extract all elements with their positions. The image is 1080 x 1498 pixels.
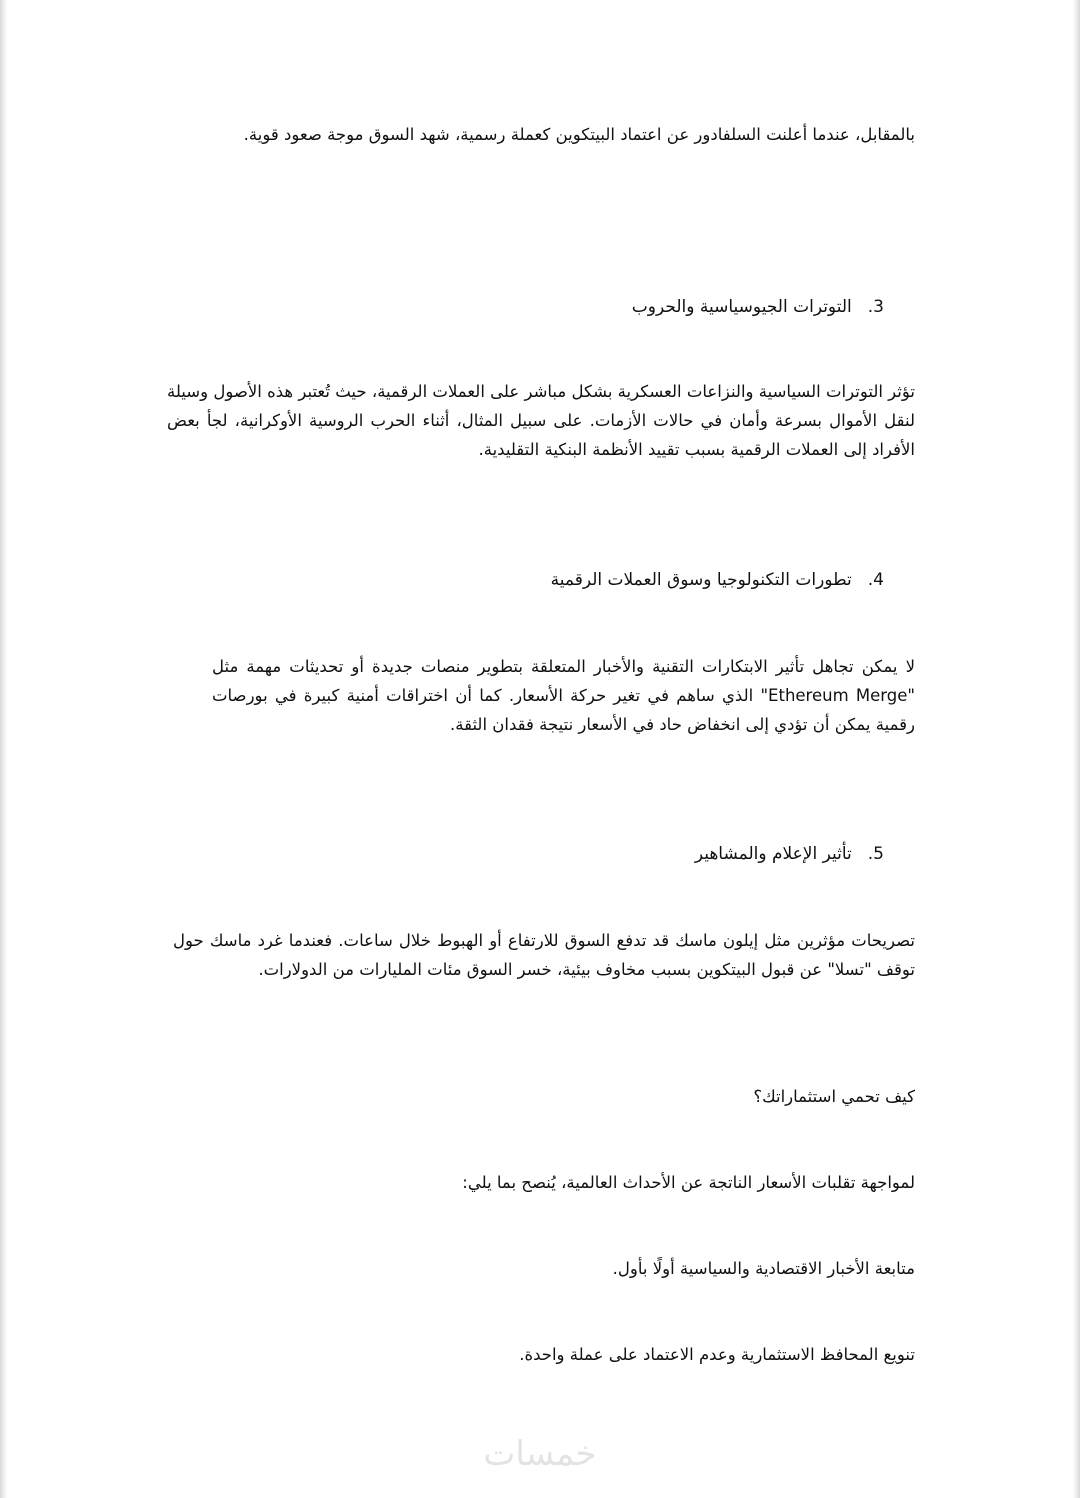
protect-intro: لمواجهة تقلبات الأسعار الناتجة عن الأحداث العالمية، يُنصح بما يلي: xyxy=(462,1173,915,1192)
section-3-heading xyxy=(284,293,884,322)
section-4-number: 4. xyxy=(867,570,884,590)
section-5-heading xyxy=(284,840,884,869)
intro-line: بالمقابل، عندما أعلنت السلفادور عن اعتماد البيتكوين كعملة رسمية، شهد السوق موجة صعود قوية. xyxy=(243,125,915,144)
khamsat-watermark: خمسات xyxy=(483,1434,597,1474)
section-4-paragraph: لا يمكن تجاهل تأثير الابتكارات التقنية والأخبار المتعلقة بتطوير منصات جديدة أو تحديثات مهمة مثل "Ethereum Merge" الذي ساهم في تغير حركة الأسعار. كما أن اختراقات أمنية كبيرة في بورصات رقمية يمكن أن تؤدي إلى انخفاض حاد في الأسعار نتيجة فقدان الثقة. xyxy=(212,657,916,734)
section-3-title: التوترات الجيوسياسية والحروب xyxy=(631,297,852,317)
protect-heading: كيف تحمي استثماراتك؟ xyxy=(753,1087,915,1106)
tip-1: متابعة الأخبار الاقتصادية والسياسية أولًا بأول. xyxy=(612,1259,915,1278)
section-5-number: 5. xyxy=(867,844,884,864)
section-3-paragraph: تؤثر التوترات السياسية والنزاعات العسكرية بشكل مباشر على العملات الرقمية، حيث تُعتبر هذه الأصول وسيلة لنقل الأموال بسرعة وأمان في حالات الأزمات. على سبيل المثال، أثناء الحرب الروسية الأوكرانية، لجأ بعض الأفراد إلى العملات الرقمية بسبب تقييد الأنظمة البنكية التقليدية. xyxy=(167,382,915,459)
section-4-heading xyxy=(284,566,884,595)
tip-2: تنويع المحافظ الاستثمارية وعدم الاعتماد على عملة واحدة. xyxy=(519,1345,915,1364)
section-4-title: تطورات التكنولوجيا وسوق العملات الرقمية xyxy=(550,570,852,590)
section-5-title: تأثير الإعلام والمشاهير xyxy=(694,844,852,864)
section-3-number: 3. xyxy=(867,297,884,317)
section-5-paragraph: تصريحات مؤثرين مثل إيلون ماسك قد تدفع السوق للارتفاع أو الهبوط خلال ساعات. فعندما غرد ماسك حول توقف "تسلا" عن قبول البيتكوين بسبب مخاوف بيئية، خسر السوق مئات المليارات من الدولارات. xyxy=(173,931,915,979)
